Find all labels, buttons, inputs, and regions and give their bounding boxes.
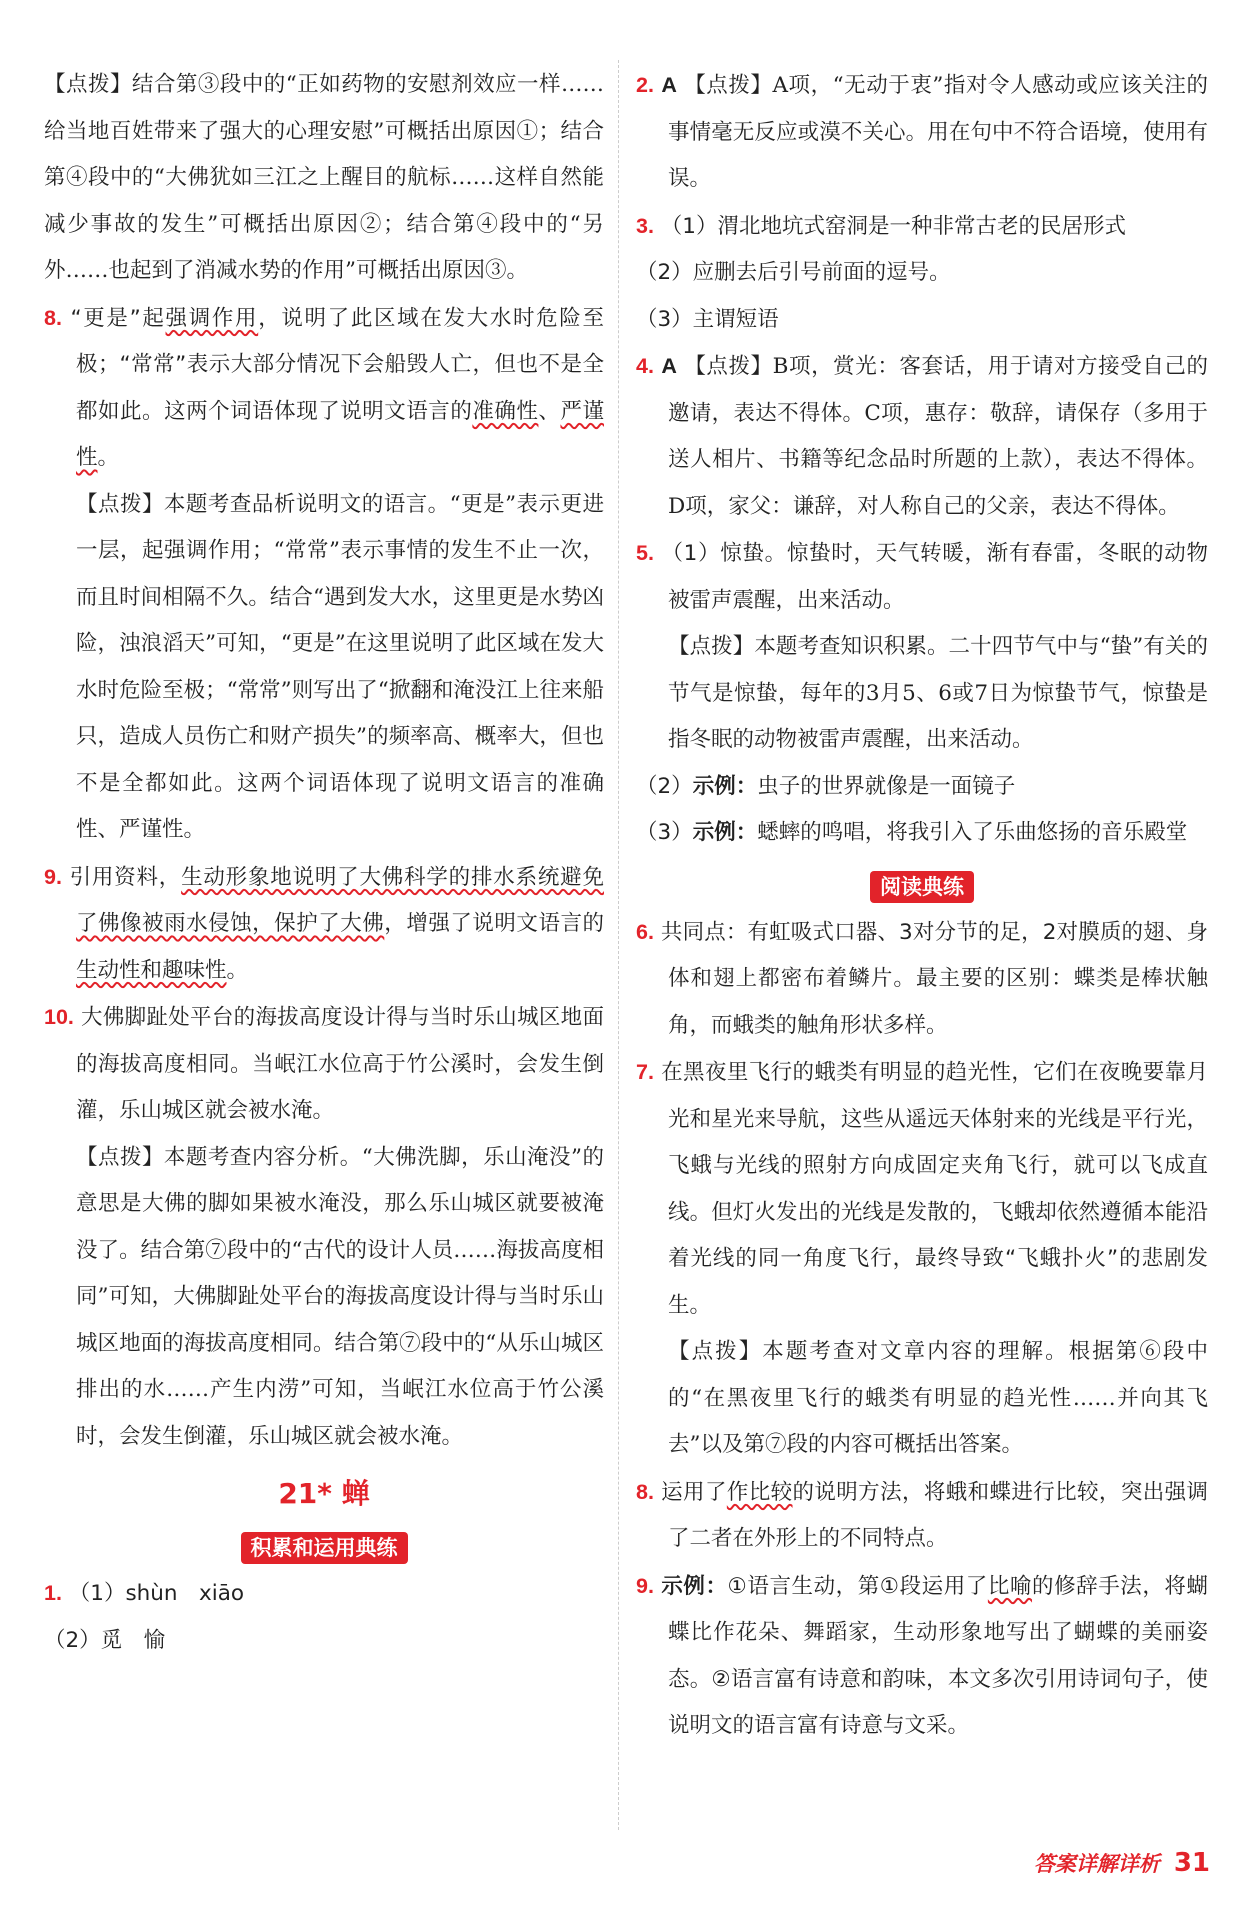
answer-5-line3: （3）示例：蟋蟀的鸣唱，将我引入了乐曲悠扬的音乐殿堂 bbox=[636, 820, 1188, 845]
answer-3-line1: 3. （1）渭北地坑式窑洞是一种非常古老的民居形式 bbox=[636, 213, 1126, 239]
section-badge: 积累和运用典练 bbox=[241, 1532, 408, 1564]
answer-7: 7. 在黑夜里飞行的蛾类有明显的趋光性，它们在夜晚要靠月光和星光来导航，这些从遥远天体射来的光线是平行光，飞蛾与光线的照射方向成固定夹角飞行，就可以飞成直线。但灯火发出的光线是发散的，飞蛾却依然遵循本能沿着光线的同一角度飞行，最终导致“飞蛾扑火”的悲剧发生。 bbox=[636, 1060, 1208, 1318]
answer-5-line2: （2）示例：虫子的世界就像是一面镜子 bbox=[636, 773, 1016, 799]
answer-9: 9. 引用资料，生动形象地说明了大佛科学的排水系统避免了佛像被雨水侵蚀，保护了大佛，增强了说明文语言的生动性和趣味性。 bbox=[44, 864, 604, 983]
answer-10: 10. 大佛脚趾处平台的海拔高度设计得与当时乐山城区地面的海拔高度相同。当岷江水位高于竹公溪时，会发生倒灌，乐山城区就会被水淹。 bbox=[44, 1005, 604, 1123]
answer-5: 5. （1）惊蛰。惊蛰时，天气转暖，渐有春雷，冬眠的动物被雷声震醒，出来活动。 bbox=[636, 541, 1208, 613]
answer-9r: 9. 示例：①语言生动，第①段运用了比喻的修辞手法，将蝴蝶比作花朵、舞蹈家，生动形象地写出了蝴蝶的美丽姿态。②语言富有诗意和韵味，本文多次引用诗词句子，使说明文的语言富有诗意与文采。 bbox=[636, 1573, 1208, 1738]
answer-8: 8. “更是”起强调作用，说明了此区域在发大水时危险至极；“常常”表示大部分情况下会船毁人亡，但也不是全都如此。这两个词语体现了说明文语言的准确性、严谨性。 bbox=[44, 305, 604, 470]
q1-line2: （2）觅 愉 bbox=[44, 1627, 166, 1653]
answer-2: 2. A 【点拨】A项，“无动于衷”指对令人感动或应该关注的事情毫无反应或漠不关心。用在句中不符合语境，使用有误。 bbox=[636, 73, 1208, 191]
answer-3-line3: （3）主谓短语 bbox=[636, 306, 779, 332]
right-column bbox=[636, 62, 1208, 1750]
page-number: 31 bbox=[1173, 1848, 1210, 1878]
answer-6: 6. 共同点：有虹吸式口器、3对分节的足，2对膜质的翅、身体和翅上都密布着鳞片。最主要的区别：蝶类是棒状触角，而蛾类的触角形状多样。 bbox=[636, 919, 1208, 1038]
answer-number: 9. bbox=[44, 864, 62, 889]
section-badge: 阅读典练 bbox=[870, 871, 974, 903]
footer-label: 答案详解详析 bbox=[1033, 1852, 1160, 1876]
answer-number: 10. bbox=[44, 1005, 74, 1029]
answer-4: 4. A 【点拨】B项，赏光：客套话，用于请对方接受自己的邀请，表达不得体。C项，惠存：敬辞，请保存（多用于送人相片、书籍等纪念品时所题的上款），表达不得体。D项，家父：谦辞，对人称自己的父亲，表达不得体。 bbox=[636, 354, 1208, 519]
answer-8r: 8. 运用了作比较的说明方法，将蛾和蝶进行比较，突出强调了二者在外形上的不同特点。 bbox=[636, 1479, 1208, 1551]
answer-5-tip: 【点拨】本题考查知识积累。二十四节气中与“蛰”有关的节气是惊蛰，每年的3月5、6或7日为惊蛰节气，惊蛰是指冬眠的动物被雷声震醒，出来活动。 bbox=[668, 634, 1208, 752]
column-divider bbox=[618, 60, 619, 1830]
answer-10-tip: 【点拨】本题考查内容分析。“大佛洗脚，乐山淹没”的意思是大佛的脚如果被水淹没，那么乐山城区就要被淹没了。结合第⑦段中的“古代的设计人员……海拔高度相同”可知，大佛脚趾处平台的海拔高度设计得与当时乐山城区地面的海拔高度相同。结合第⑦段中的“从乐山城区排出的水……产生内涝”可知，当岷江水位高于竹公溪时，会发生倒灌，乐山城区就会被水淹。 bbox=[76, 1144, 604, 1449]
answer-3-line2: （2）应删去后引号前面的逗号。 bbox=[636, 260, 951, 285]
lesson-title: 21* 蝉 bbox=[278, 1477, 370, 1510]
left-column bbox=[44, 62, 604, 1664]
q1-line1: 1. （1）shùn xiāo bbox=[44, 1581, 245, 1606]
answer-7r-tip: 【点拨】本题考查对文章内容的理解。根据第⑥段中的“在黑夜里飞行的蛾类有明显的趋光性……并向其飞去”以及第⑦段的内容可概括出答案。 bbox=[668, 1339, 1208, 1457]
page-footer bbox=[1034, 1848, 1210, 1878]
answer-7-tip: 【点拨】结合第③段中的“正如药物的安慰剂效应一样……给当地百姓带来了强大的心理安慰”可概括出原因①；结合第④段中的“大佛犹如三江之上醒目的航标……这样自然能减少事故的发生”可概括出原因②；结合第④段中的“另外……也起到了消减水势的作用”可概括出原因③。 bbox=[44, 72, 604, 283]
answer-number: 8. bbox=[44, 305, 62, 330]
answer-8-tip: 【点拨】本题考查品析说明文的语言。“更是”表示更进一层，起强调作用；“常常”表示事情的发生不止一次，而且时间相隔不久。结合“遇到发大水，这里更是水势凶险，浊浪滔天”可知，“更是”在这里说明了此区域在发大水时危险至极；“常常”则写出了“掀翻和淹没江上往来船只，造成人员伤亡和财产损失”的频率高、概率大，但也不是全都如此。这两个词语体现了说明文语言的准确性、严谨性。 bbox=[76, 491, 604, 842]
